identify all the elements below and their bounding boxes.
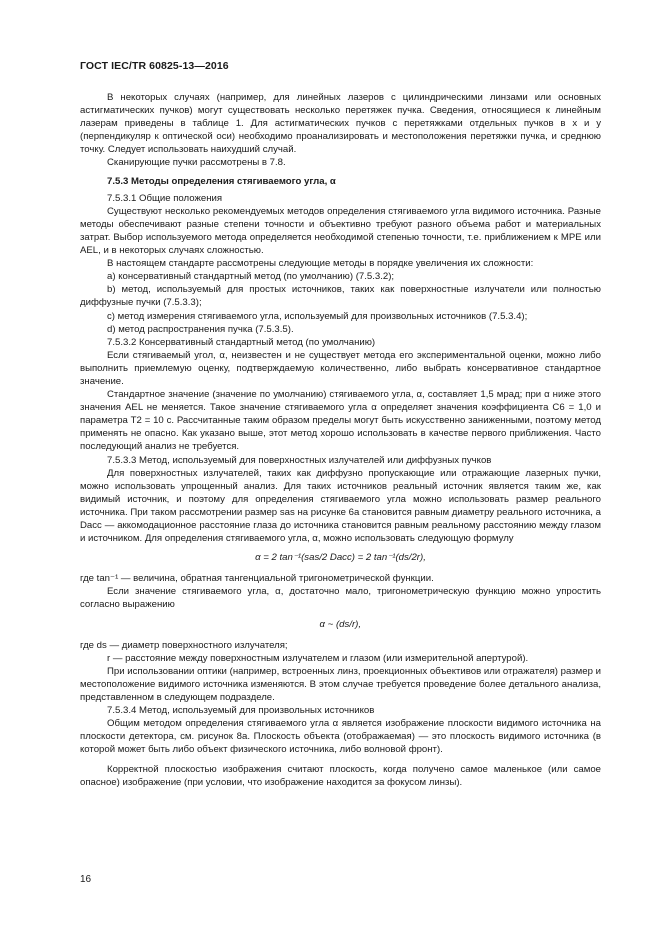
paragraph: Если значение стягиваемого угла, α, достаточно мало, тригонометрическую функцию можно упростить согласно выражению [80, 586, 601, 611]
formula-subtended-angle: α = 2 tan⁻¹(sas/2 Dacc) = 2 tan⁻¹(ds/2r), [255, 552, 426, 564]
paragraph: При использовании оптики (например, встроенных линз, проекционных объективов или отражателя) размер и местоположение видимого источника изменяются. В этом случае требуется проведение более детального анализа, представленном в следующем подразделе. [80, 665, 601, 704]
section-heading-7-5-3: 7.5.3 Методы определения стягиваемого угла, α [107, 175, 336, 187]
paragraph: Общим методом определения стягиваемого угла α является изображение плоскости видимого источника на плоскости детектора, см. рисунок 8а. Плоскость объекта (отображаемая) — это плоскость видимого источника (в которой может быть либо объект физического источника, либо волновой фронт). [80, 718, 601, 756]
document-body [80, 91, 601, 789]
subsection-heading-7-5-3-1: 7.5.3.1 Общие положения [107, 192, 223, 204]
paragraph: Если стягиваемый угол, α, неизвестен и не существует метода его экспериментальной оценки, можно либо выполнить приемлемую оценку, подтверждаемую количественно, либо выбрать консервативное стандартное значение. [80, 349, 601, 387]
list-item: d) метод распространения пучка (7.5.3.5). [107, 323, 294, 335]
list-item: a) консервативный стандартный метод (по умолчанию) (7.5.3.2); [107, 271, 395, 283]
list-item: c) метод измерения стягиваемого угла, используемый для произвольных источников (7.5.3.4); [107, 310, 528, 322]
page-number: 16 [80, 874, 92, 885]
paragraph: Стандартное значение (значение по умолчанию) стягиваемого угла, α, составляет 1,5 мрад; при α ниже этого значения AEL не меняется. Такое значение стягиваемого угла α определяет значения коэффициента C6 = 1,0 и параметра T2 = 10 с. Рассчитанные таким образом пределы могут быть искусственно заниженными, поэтому метод применять не опасно. Как указано выше, этот метод хорошо использовать в качестве первого приближения. Часто последующий анализ не требуется. [80, 389, 601, 453]
subsection-heading-7-5-3-4: 7.5.3.4 Метод, используемый для произвольных источников [107, 705, 375, 717]
formula-small-angle: α ~ (ds/r), [319, 618, 361, 630]
paragraph: Сканирующие пучки рассмотрены в 7.8. [107, 157, 286, 169]
subsection-heading-7-5-3-3: 7.5.3.3 Метод, используемый для поверхностных излучателей или диффузных пучков [107, 454, 492, 466]
subsection-heading-7-5-3-2: 7.5.3.2 Консервативный стандартный метод (по умолчанию) [107, 336, 376, 348]
list-item: b) метод, используемый для простых источников, таких как поверхностные излучатели или полностью диффузные пучки (7.5.3.3); [80, 284, 601, 309]
paragraph: В некоторых случаях (например, для линейных лазеров с цилиндрическими линзами или основных астигматических пучков) могут существовать несколько перетяжек пучка. Сведения, относящиеся к линейным лазерам приведены в таблице 1. Для астигматических пучков с перетяжками отдельных пучков в x и y (перпендикуляр к оптической оси) необходимо проанализировать и местоположения перетяжки пучка, и среднюю точку. Следует использовать наихудший случай. [80, 92, 601, 156]
definition: r — расстояние между поверхностным излучателем и глазом (или измерительной апертурой). [107, 652, 529, 664]
paragraph: Для поверхностных излучателей, таких как диффузно пропускающие или отражающие лазерных пучки, можно использовать упрощенный анализ. Для таких источников реальный источник является таким же, как видимый источник, и поэтому для определения стягиваемого угла можно использовать размер реального источника. При таком рассмотрении размер sas на рисунке 6а становится равным диаметру реального источника, а Dacc — аккомодационное расстояние глаза до источника становится равным реальному расстоянию между глазом и источником. Для определения стягиваемого угла, α, можно использовать следующую формулу [80, 467, 601, 545]
paragraph: В настоящем стандарте рассмотрены следующие методы в порядке увеличения их сложности: [107, 258, 534, 270]
definition: где ds — диаметр поверхностного излучателя; [80, 639, 288, 651]
paragraph: Корректной плоскостью изображения считают плоскость, когда получено самое маленькое (или самое опасное) изображение (при условии, что изображение находится за фокусом линзы). [80, 763, 601, 788]
paragraph: Существуют несколько рекомендуемых методов определения стягиваемого угла видимого источника. Разные методы обеспечивают разные степени точности и объективно требуют разного объема работ и материальных затрат. Выбор используемого метода определяется необходимой степенью точности, т.е. приближением к MPE или AEL, и в некоторых случаях сложностью. [80, 205, 601, 257]
document-header: ГОСТ IEC/TR 60825-13—2016 [80, 60, 229, 72]
paragraph: где tan⁻¹ — величина, обратная тангенциальной тригонометрической функции. [80, 573, 434, 585]
